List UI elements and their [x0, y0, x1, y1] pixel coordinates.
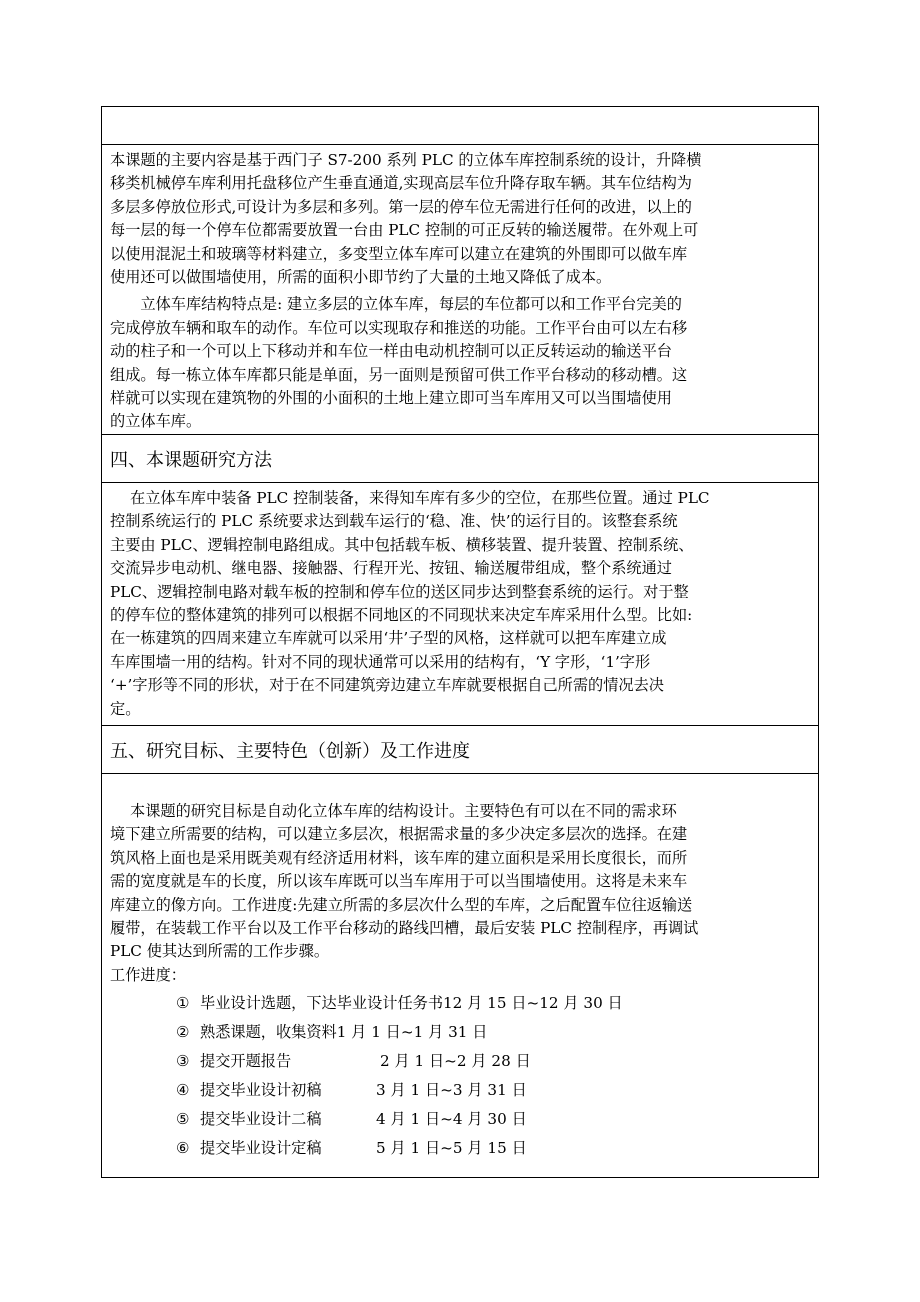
empty-top-cell	[102, 107, 818, 145]
schedule-number: ⑤	[176, 1110, 190, 1129]
schedule-item	[110, 989, 818, 1018]
schedule-number: ②	[176, 1023, 190, 1042]
section5-line: 库建立的像方向。工作进度:先建立所需的多层次什么型的车库，之后配置车位往返输送	[110, 895, 693, 914]
schedule-number: ④	[176, 1081, 190, 1100]
section4-line: PLC、逻辑控制电路对载车板的控制和停车位的送区同步达到整套系统的运行。对于整	[110, 582, 689, 601]
schedule-date: 2 月 1 日~2 月 28 日	[380, 1052, 531, 1071]
section4-line: 的停车位的整体建筑的排列可以根据不同地区的不同现状来决定车库采用什么型。比如:	[110, 606, 693, 625]
schedule-number: ①	[176, 994, 190, 1013]
section3-line: 立体车库结构特点是: 建立多层的立体车库，每层的车位都可以和工作平台完美的	[110, 295, 682, 314]
section3-line: 组成。每一栋立体车库都只能是单面，另一面则是预留可供工作平台移动的移动槽。这	[110, 365, 688, 384]
schedule-number: ⑥	[176, 1139, 190, 1158]
schedule-item	[110, 1018, 818, 1047]
section3-line: 样就可以实现在建筑物的外围的小面积的土地上建立即可当车库用又可以当围墙使用	[110, 389, 672, 408]
section3-line: 每一层的每一个停车位都需要放置一台由 PLC 控制的可正反转的输送履带。在外观上可	[110, 221, 699, 240]
section4-line: ‘+’字形等不同的形状，对于在不同建筑旁边建立车库就要根据自己所需的情况去决	[110, 676, 664, 695]
schedule-date: 12 月 15 日~12 月 30 日	[443, 994, 623, 1013]
section5-line: 境下建立所需要的结构，可以建立多层次，根据需求量的多少决定多层次的选择。在建	[110, 825, 688, 844]
schedule-date: 1 月 1 日~1 月 31 日	[336, 1023, 488, 1042]
proposal-table	[101, 106, 819, 1178]
schedule-number: ③	[176, 1052, 190, 1071]
schedule-item	[110, 1076, 818, 1105]
schedule-task: 提交毕业设计初稿	[200, 1081, 322, 1100]
section4-line: 主要由 PLC、逻辑控制电路组成。其中包括载车板、横移装置、提升装置、控制系统、	[110, 535, 694, 554]
schedule-item	[110, 1134, 818, 1163]
section3-line: 本课题的主要内容是基于西门子 S7-200 系列 PLC 的立体车库控制系统的设计，升降横	[110, 151, 702, 169]
schedule-list	[110, 989, 818, 1163]
section3-line: 移类机械停车库利用托盘移位产生垂直通道,实现高层车位升降存取车辆。其车位结构为	[110, 174, 692, 193]
schedule-date: 3 月 1 日~3 月 31 日	[376, 1081, 527, 1100]
section4-line: 控制系统运行的 PLC 系统要求达到载车运行的‘稳、准、快’的运行目的。该整套系统	[110, 512, 678, 531]
section5-line: PLC 使其达到所需的工作步骤。	[110, 942, 330, 961]
section3-body	[102, 145, 818, 435]
section4-heading: 四、本课题研究方法	[102, 435, 818, 483]
section3-line: 完成停放车辆和取车的动作。车位可以实现取存和推送的功能。工作平台由可以左右移	[110, 318, 688, 337]
section3-line: 的立体车库。	[110, 412, 202, 431]
section3-line: 多层多停放位形式,可设计为多层和多列。第一层的停车位无需进行任何的改进，以上的	[110, 197, 692, 216]
section3-line: 动的柱子和一个可以上下移动并和车位一样由电动机控制可以正反转运动的输送平台	[110, 342, 672, 361]
section5-line: 筑风格上面也是采用既美观有经济适用材料，该车库的建立面积是采用长度很长，而所	[110, 848, 688, 867]
section3-line: 使用还可以做围墙使用，所需的面积小即节约了大量的土地又降低了成本。	[110, 268, 612, 287]
schedule-task: 提交开题报告	[200, 1052, 292, 1071]
section4-line: 在一栋建筑的四周来建立车库就可以采用‘井’子型的风格，这样就可以把车库建立成	[110, 629, 667, 648]
schedule-task: 提交毕业设计定稿	[200, 1139, 322, 1158]
schedule-date: 4 月 1 日~4 月 30 日	[376, 1110, 527, 1129]
schedule-item	[110, 1047, 818, 1076]
schedule-date: 5 月 1 日~5 月 15 日	[376, 1139, 527, 1158]
section5-body	[102, 774, 818, 1179]
section4-body	[102, 483, 818, 726]
schedule-item	[110, 1105, 818, 1134]
schedule-task: 毕业设计选题，下达毕业设计任务书	[200, 994, 443, 1013]
section4-line: 在立体车库中装备 PLC 控制装备，来得知车库有多少的空位，在那些位置。通过 PLC	[110, 489, 710, 507]
section5-line: 工作进度：	[110, 965, 186, 984]
schedule-task: 提交毕业设计二稿	[200, 1110, 322, 1129]
section3-line: 以使用混泥土和玻璃等材料建立，多变型立体车库可以建立在建筑的外围即可以做车库	[110, 244, 688, 263]
section4-line: 车库围墙一用的结构。针对不同的现状通常可以采用的结构有，‘Y 字形，‘1’字形	[110, 652, 651, 671]
section5-line: 本课题的研究目标是自动化立体车库的结构设计。主要特色有可以在不同的需求环	[110, 802, 677, 820]
section4-line: 定。	[110, 699, 141, 718]
section5-line: 需的宽度就是车的长度，所以该车库既可以当车库用于可以当围墙使用。这将是未来车	[110, 872, 688, 891]
schedule-task: 熟悉课题，收集资料	[200, 1023, 337, 1042]
section4-line: 交流异步电动机、继电器、接触器、行程开光、按钮、输送履带组成，整个系统通过	[110, 559, 672, 578]
section5-heading: 五、研究目标、主要特色（创新）及工作进度	[102, 726, 818, 774]
section5-line: 履带，在装载工作平台以及工作平台移动的路线凹槽，最后安装 PLC 控制程序，再调试	[110, 919, 699, 938]
